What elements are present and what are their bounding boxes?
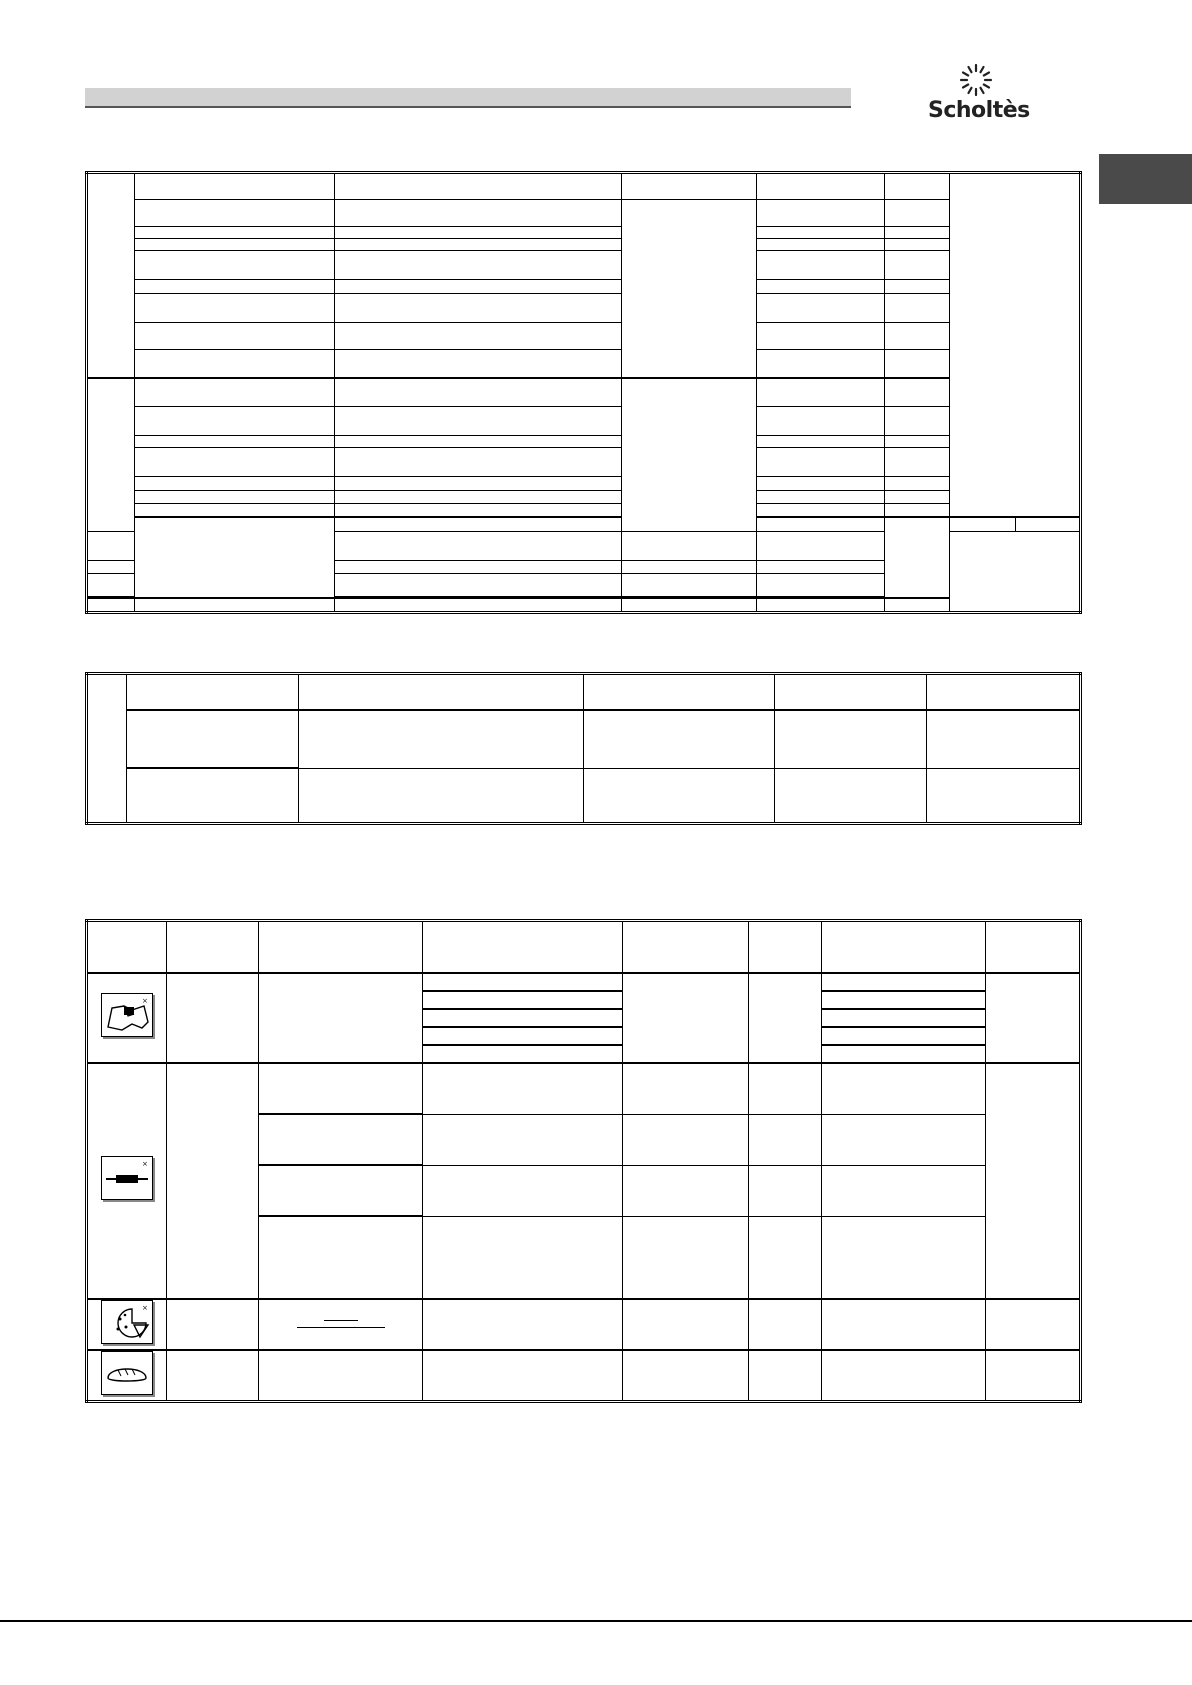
table-cell (822, 973, 986, 991)
footer-rule (0, 1620, 1192, 1622)
svg-text:×: × (142, 1303, 148, 1312)
table-cell (167, 1299, 259, 1350)
cooking-table-1 (85, 171, 1082, 614)
table-cell (986, 1350, 1081, 1402)
pizza-icon (101, 1300, 153, 1344)
table-row (87, 921, 1081, 973)
table-cell (423, 1045, 623, 1063)
table-cell (87, 598, 135, 613)
table-cell (986, 1063, 1081, 1299)
table-cell (335, 350, 622, 378)
table-cell (757, 504, 885, 517)
table-cell (757, 239, 885, 251)
table-row (87, 173, 1081, 200)
cooking-table-3 (85, 919, 1082, 1403)
fraction-marks (259, 1299, 423, 1350)
table-cell (757, 560, 885, 573)
table-cell (757, 490, 885, 503)
svg-text:×: × (142, 1160, 148, 1169)
table-cell (885, 448, 950, 477)
bread-icon (101, 1351, 153, 1395)
table-cell (423, 973, 623, 991)
table-cell (87, 173, 135, 378)
table-row (87, 477, 1081, 490)
table-cell (749, 1299, 822, 1350)
table-row (87, 1299, 1081, 1350)
table-cell (87, 574, 135, 597)
table-cell (885, 239, 950, 251)
table-cell (822, 1009, 986, 1027)
table-cell (757, 598, 885, 613)
table-cell (622, 199, 757, 377)
short-line (324, 1320, 358, 1321)
table-cell (423, 1009, 623, 1027)
table-row (87, 973, 1081, 991)
table-cell (335, 226, 622, 238)
meat-icon (101, 993, 153, 1037)
table-cell (822, 1216, 986, 1298)
header-bar (85, 88, 851, 108)
table-cell (757, 251, 885, 280)
table-cell (423, 1216, 623, 1298)
table-cell (822, 1063, 986, 1114)
table-cell (622, 560, 757, 573)
table-cell (135, 199, 335, 226)
table-cell (757, 378, 885, 407)
table-cell (623, 1063, 749, 1114)
table-row (87, 435, 1081, 447)
table-cell (757, 435, 885, 447)
table-row (87, 1350, 1081, 1402)
table-row (87, 674, 1081, 711)
table-cell (927, 710, 1081, 768)
table-cell (135, 280, 335, 293)
table-cell (167, 921, 259, 973)
table-cell (775, 710, 927, 768)
table-cell (822, 991, 986, 1009)
table-cell (335, 531, 622, 560)
table-cell (986, 1299, 1081, 1350)
brand-logo (928, 60, 1030, 130)
table-cell (335, 477, 622, 490)
table-cell (135, 378, 335, 407)
long-line (297, 1327, 385, 1328)
table-cell (775, 768, 927, 823)
table-cell (885, 407, 950, 436)
table-cell (335, 407, 622, 436)
table-cell (885, 199, 950, 226)
table-cell (335, 560, 622, 573)
table-cell (986, 921, 1081, 973)
table-cell (335, 173, 622, 200)
table-cell (1015, 517, 1080, 531)
table-cell (584, 768, 775, 823)
table-cell (757, 322, 885, 350)
table-cell (927, 768, 1081, 823)
table-cell (423, 1299, 623, 1350)
table-cell (757, 199, 885, 226)
table-cell (135, 435, 335, 447)
meat-icon-cell (87, 973, 167, 1063)
table-cell (623, 921, 749, 973)
table-cell (127, 768, 299, 823)
table-cell (259, 1165, 423, 1216)
table-cell (623, 1114, 749, 1165)
table-row (87, 1063, 1081, 1114)
table-cell (885, 251, 950, 280)
table-cell (259, 921, 423, 973)
rolling-pin-icon (101, 1156, 153, 1200)
table-cell (757, 173, 885, 200)
table-cell (87, 560, 135, 573)
table-cell (757, 350, 885, 378)
table-cell (757, 477, 885, 490)
table-cell (167, 973, 259, 1063)
table-row (87, 378, 1081, 407)
table-cell (885, 435, 950, 447)
table-cell (335, 239, 622, 251)
table-cell (749, 1114, 822, 1165)
table-cell (135, 251, 335, 280)
table-cell (135, 293, 335, 322)
table-cell (885, 598, 950, 613)
table-row (87, 322, 1081, 350)
table-cell (885, 293, 950, 322)
table-row (87, 293, 1081, 322)
table-cell (423, 991, 623, 1009)
table-cell (749, 973, 822, 1063)
table-cell (335, 199, 622, 226)
table-row (87, 710, 1081, 768)
table-cell (885, 226, 950, 238)
table-cell (135, 504, 335, 517)
pizza-icon-cell (87, 1299, 167, 1350)
table-cell (822, 921, 986, 973)
table-cell (623, 1165, 749, 1216)
table-row (87, 199, 1081, 226)
table-cell (885, 477, 950, 490)
table-cell (757, 531, 885, 560)
table-cell (135, 226, 335, 238)
table-cell (423, 921, 623, 973)
table-cell (335, 251, 622, 280)
table-cell (757, 407, 885, 436)
table-cell (885, 490, 950, 503)
table-cell (259, 1216, 423, 1298)
table-cell (822, 1350, 986, 1402)
svg-text:×: × (142, 997, 148, 1006)
table-row (87, 448, 1081, 477)
table-cell (335, 435, 622, 447)
table-cell (87, 378, 135, 532)
table-cell (335, 517, 622, 531)
table-cell (822, 1045, 986, 1063)
table-cell (335, 280, 622, 293)
table-cell (259, 1114, 423, 1165)
table-cell (259, 1350, 423, 1402)
table-cell (135, 598, 335, 613)
table-cell (87, 674, 127, 824)
table-cell (885, 504, 950, 517)
table-cell (423, 1063, 623, 1114)
table-cell (135, 477, 335, 490)
table-cell (885, 173, 950, 200)
table-cell (885, 350, 950, 378)
table-cell (885, 517, 950, 598)
table-cell (259, 973, 423, 1063)
table-cell (623, 973, 749, 1063)
table-cell (335, 574, 622, 597)
table-cell (822, 1165, 986, 1216)
table-cell (623, 1350, 749, 1402)
table-cell (986, 973, 1081, 1063)
table-cell (885, 280, 950, 293)
table-cell (423, 1114, 623, 1165)
table-cell (885, 322, 950, 350)
language-tab (1099, 154, 1192, 204)
table-cell (299, 768, 584, 823)
table-cell (167, 1063, 259, 1299)
bread-icon-cell (87, 1350, 167, 1402)
table-cell (259, 1063, 423, 1114)
table-cell (135, 448, 335, 477)
table-cell (622, 173, 757, 200)
table-cell (749, 1216, 822, 1298)
table-cell (135, 350, 335, 378)
table-cell (335, 322, 622, 350)
table-cell (757, 448, 885, 477)
table-cell (335, 490, 622, 503)
table-cell (135, 490, 335, 503)
brand-name: Scholtès (928, 98, 1030, 123)
table-cell (584, 710, 775, 768)
table-cell (622, 574, 757, 597)
table-cell (757, 293, 885, 322)
table-row (87, 226, 1081, 238)
table-cell (927, 674, 1081, 711)
table-cell (423, 1350, 623, 1402)
table-row (87, 239, 1081, 251)
table-cell (749, 1350, 822, 1402)
table-row (87, 598, 1081, 613)
table-cell (775, 674, 927, 711)
table-cell (335, 598, 622, 613)
table-cell (757, 226, 885, 238)
table-cell (622, 598, 757, 613)
table-cell (822, 1027, 986, 1045)
table-cell (135, 322, 335, 350)
table-cell (299, 710, 584, 768)
table-cell (623, 1216, 749, 1298)
table-cell (423, 1165, 623, 1216)
table-row (87, 350, 1081, 378)
table-cell (135, 517, 335, 598)
table-cell (87, 921, 167, 973)
table-cell (299, 674, 584, 711)
table-cell (757, 574, 885, 597)
table-cell (423, 1027, 623, 1045)
table-cell (757, 517, 885, 531)
table-cell (749, 1063, 822, 1114)
table-cell (749, 921, 822, 973)
table-cell (135, 239, 335, 251)
table-row (87, 517, 1081, 531)
table-row (87, 768, 1081, 823)
table-cell (127, 710, 299, 768)
table-row (87, 280, 1081, 293)
table-cell (335, 378, 622, 407)
table-cell (822, 1114, 986, 1165)
rolling-pin-icon-cell (87, 1063, 167, 1299)
table-cell (622, 531, 757, 560)
table-cell (135, 407, 335, 436)
table-cell (167, 1350, 259, 1402)
cooking-table-2 (85, 672, 1082, 825)
table-row (87, 407, 1081, 436)
table-cell (87, 531, 135, 560)
table-cell (757, 280, 885, 293)
table-cell (622, 378, 757, 532)
table-cell (950, 517, 1015, 531)
table-row (87, 490, 1081, 503)
table-cell (822, 1299, 986, 1350)
table-cell (885, 378, 950, 407)
sun-logo-icon (928, 60, 1024, 100)
table-cell (749, 1165, 822, 1216)
table-cell (135, 173, 335, 200)
table-row (87, 251, 1081, 280)
table-cell (584, 674, 775, 711)
table-cell (127, 674, 299, 711)
table-cell (335, 448, 622, 477)
table-row (87, 504, 1081, 517)
table-cell (335, 293, 622, 322)
table-cell (335, 504, 622, 517)
table-cell (623, 1299, 749, 1350)
